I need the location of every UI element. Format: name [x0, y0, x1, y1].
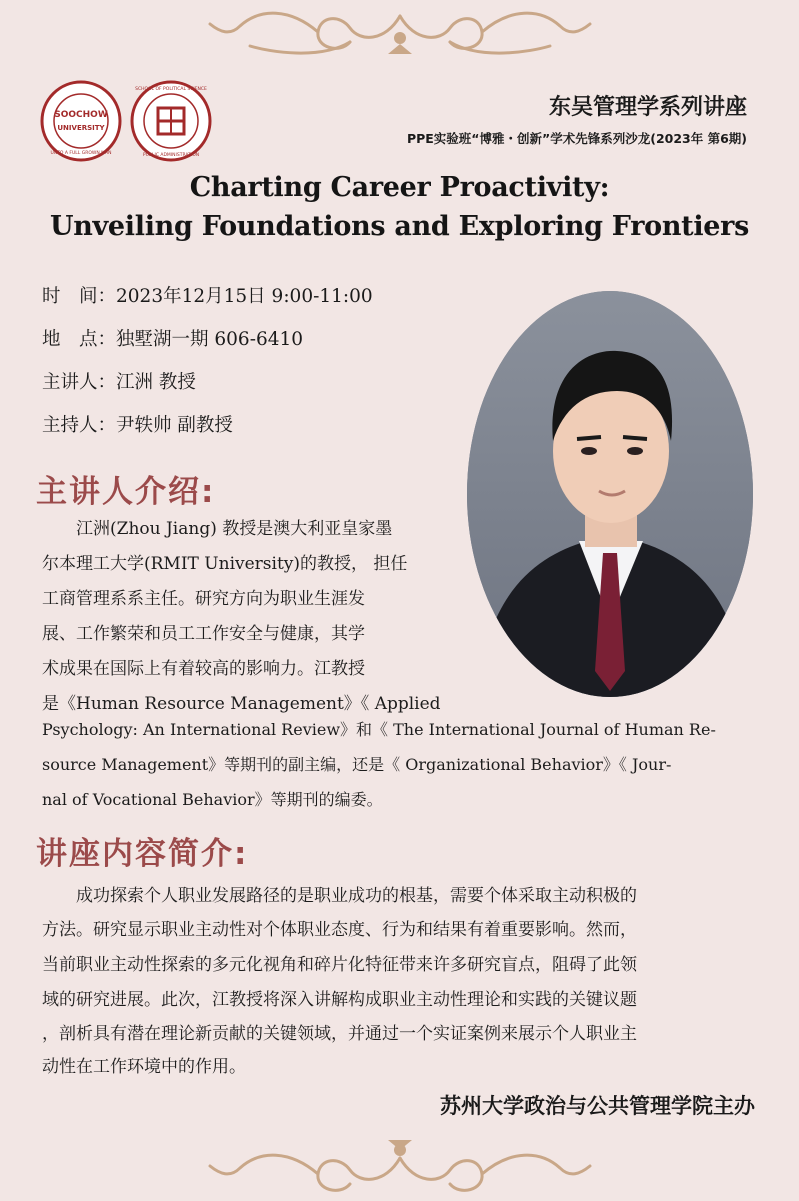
lecture-line: 域的研究进展。此次，江教授将深入讲解构成职业主动性理论和实践的关键议题 — [42, 990, 637, 1010]
lecture-line: 方法。研究显示职业主动性对个体职业态度、行为和结果有着重要影响。然而， — [42, 920, 637, 940]
bio-line: 展、工作繁荣和员工工作安全与健康，其学 — [42, 624, 365, 644]
soochow-university-seal — [40, 80, 122, 162]
info-host — [42, 411, 233, 437]
series-title: 东吴管理学系列讲座 — [548, 95, 747, 120]
info-label: 主讲人： — [42, 372, 117, 393]
bio-line: 工商管理系系主任。研究方向为职业生涯发 — [42, 589, 365, 609]
lecture-line: ，剖析具有潜在理论新贡献的关键领域，并通过一个实证案例来展示个人职业主 — [42, 1024, 637, 1044]
lecture-line: 动性在工作环境中的作用。 — [42, 1057, 246, 1077]
svg-text:SCHOOL OF POLITICAL SCIENCE: SCHOOL OF POLITICAL SCIENCE — [135, 87, 207, 92]
info-time — [42, 282, 373, 308]
speaker-portrait-image — [467, 291, 753, 697]
info-value: 2023年12月15日 9:00-11:00 — [116, 286, 373, 307]
bio-line: nal of Vocational Behavior》等期刊的编委。 — [42, 790, 383, 809]
bio-line: 是《Human Resource Management》《 Applied — [42, 694, 441, 714]
bio-line: source Management》等期刊的副主编，还是《 Organizational Behavior》《 Jour- — [42, 755, 672, 774]
info-value: 江洲 教授 — [116, 372, 196, 393]
speaker-intro-heading: 主讲人介绍: — [36, 474, 216, 510]
bio-line: 江洲(Zhou Jiang) 教授是澳大利亚皇家墨 — [42, 519, 393, 539]
lecture-summary-heading: 讲座内容简介: — [36, 836, 249, 872]
info-label: 主持人： — [42, 415, 117, 436]
organizer: 苏州大学政治与公共管理学院主办 — [440, 1094, 755, 1118]
lecture-line: 当前职业主动性探索的多元化视角和碎片化特征带来许多研究盲点，阻碍了此领 — [42, 955, 637, 975]
bio-line: 尔本理工大学(RMIT University)的教授， 担任 — [42, 554, 408, 574]
bottom-ornament — [200, 1138, 600, 1198]
lecture-line: 成功探索个人职业发展路径的是职业成功的根基，需要个体采取主动积极的 — [42, 886, 637, 906]
top-ornament — [200, 2, 600, 62]
info-label: 地 点： — [42, 329, 117, 350]
svg-text:UNIVERSITY: UNIVERSITY — [57, 124, 105, 132]
info-speaker — [42, 368, 196, 394]
speaker-portrait — [467, 291, 753, 697]
svg-text:PUBLIC ADMINISTRATION: PUBLIC ADMINISTRATION — [142, 153, 200, 158]
info-value: 独墅湖一期 606-6410 — [116, 329, 304, 350]
svg-text:SOOCHOW: SOOCHOW — [54, 110, 108, 120]
bio-line: 术成果在国际上有着较高的影响力。江教授 — [42, 659, 365, 679]
lecture-title-line-1: Charting Career Proactivity: — [189, 172, 610, 203]
lecture-title-line-2: Unveiling Foundations and Exploring Frontiers — [49, 211, 750, 242]
bio-line: Psychology: An International Review》和《 The International Journal of Human Re- — [42, 720, 716, 739]
info-location — [42, 325, 303, 351]
politics-public-admin-school-seal — [130, 80, 212, 162]
info-value: 尹轶帅 副教授 — [116, 415, 233, 436]
info-label: 时 间： — [42, 286, 117, 307]
svg-text:UNTO A FULL GROWN MAN: UNTO A FULL GROWN MAN — [50, 151, 112, 156]
series-subtitle: PPE实验班“博雅・创新”学术先锋系列沙龙(2023年 第6期) — [406, 131, 747, 146]
